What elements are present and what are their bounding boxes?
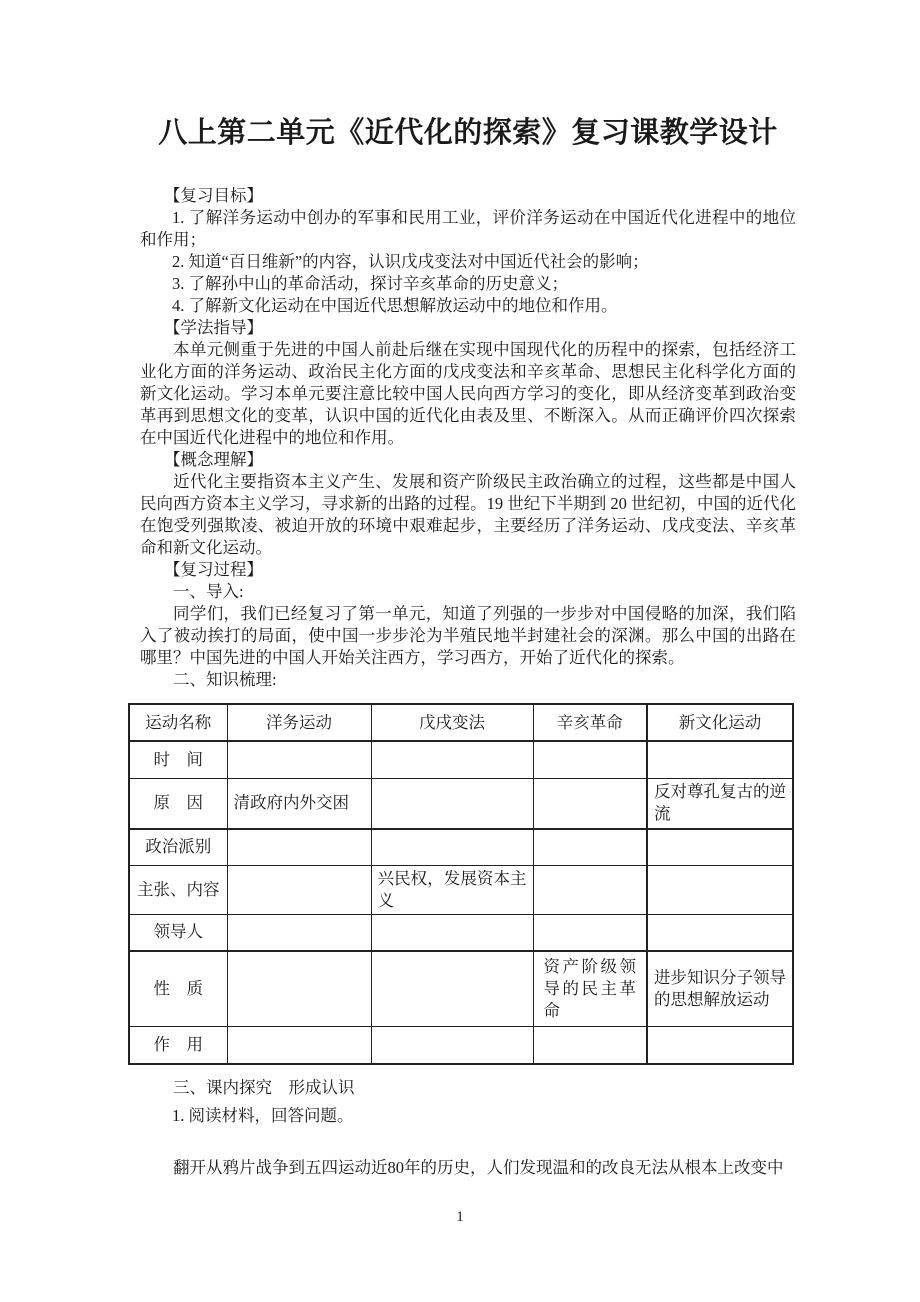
table-cell (371, 951, 533, 1026)
table-cell (533, 865, 647, 914)
row-label: 领导人 (129, 914, 227, 951)
table-row-time (129, 741, 793, 778)
row-label: 性 质 (129, 951, 227, 1026)
goal-item-3: 3. 了解孙中山的革命活动，探讨辛亥革命的历史意义； (172, 274, 568, 293)
table-cell (227, 829, 371, 865)
heading-concept: 【概念理解】 (164, 450, 263, 469)
table-cell: 资产阶级领导的民主革命 (533, 951, 647, 1026)
table-row-claims (129, 865, 793, 914)
table-cell: 进步知识分子领导的思想解放运动 (647, 951, 793, 1026)
table-cell (533, 829, 647, 865)
page-title: 八上第二单元《近代化的探索》复习课教学设计 (158, 117, 778, 149)
table-cell: 清政府内外交困 (227, 778, 371, 829)
heading-review-goals: 【复习目标】 (164, 186, 263, 205)
table-cell (227, 1026, 371, 1064)
table-cell: 兴民权，发展资本主义 (371, 865, 533, 914)
paragraph-study-guidance: 本单元侧重于先进的中国人前赴后继在实现中国现代化的历程中的探索，包括经济工业化方面的洋务运动、政治民主化方面的戊戌变法和辛亥革命、思想民主化科学化方面的新文化运动。学习本单元要注意比较中国人民向西方学习的变化，即从经济变革到政治变革再到思想文化的变革，认识中国的近代化由表及里、不断深入。从而正确评价四次探索在中国近代化进程中的地位和作用。 (140, 340, 796, 447)
heading-study-guidance: 【学法指导】 (164, 318, 263, 337)
table-cell (647, 914, 793, 951)
knowledge-table (128, 703, 794, 1065)
paragraph-intro: 同学们，我们已经复习了第一单元，知道了列强的一步步对中国侵略的加深，我们陷入了被动挨打的局面，使中国一步步沦为半殖民地半封建社会的深渊。那么中国的出路在哪里？中国先进的中国人开始关注西方，学习西方，开始了近代化的探索。 (140, 604, 796, 667)
table-cell (647, 741, 793, 778)
table-header-xinhai: 辛亥革命 (533, 704, 647, 741)
table-row-cause (129, 778, 793, 829)
table-row-nature (129, 951, 793, 1026)
table-cell (227, 914, 371, 951)
table-row-faction (129, 829, 793, 865)
table-cell (647, 865, 793, 914)
subsection-explore: 三、课内探究 形成认识 (173, 1078, 355, 1097)
row-label: 时 间 (129, 741, 227, 778)
table-header-xinwenhua: 新文化运动 (647, 704, 793, 741)
table-cell (371, 829, 533, 865)
page-number: 1 (456, 1209, 464, 1225)
table-cell (371, 1026, 533, 1064)
table-header-movement-name: 运动名称 (129, 704, 227, 741)
table-cell (647, 829, 793, 865)
row-label: 原 因 (129, 778, 227, 829)
goal-item-1: 1. 了解洋务运动中创办的军事和民用工业，评价洋务运动在中国近代化进程中的地位和作用； (140, 208, 796, 249)
table-cell (533, 1026, 647, 1064)
table-header-yangwu: 洋务运动 (227, 704, 371, 741)
item-read-material: 1. 阅读材料，回答问题。 (172, 1106, 354, 1125)
table-cell (227, 865, 371, 914)
table-row-effect (129, 1026, 793, 1064)
row-label: 作 用 (129, 1026, 227, 1064)
heading-review-process: 【复习过程】 (164, 560, 263, 579)
document-content (137, 0, 796, 1179)
table-cell: 反对尊孔复古的逆流 (647, 778, 793, 829)
table-cell (533, 741, 647, 778)
row-label: 政治派别 (129, 829, 227, 865)
table-cell (371, 778, 533, 829)
table-header-row (129, 704, 793, 741)
table-cell (227, 741, 371, 778)
table-cell (533, 778, 647, 829)
table-cell (647, 1026, 793, 1064)
paragraph-concept: 近代化主要指资本主义产生、发展和资产阶级民主政治确立的过程，这些都是中国人民向西方资本主义学习，寻求新的出路的过程。19 世纪下半期到 20 世纪初，中国的近代化在饱受列强欺凌、被迫开放的环境中艰难起步，主要经历了洋务运动、戊戌变法、辛亥革命和新文化运动。 (140, 472, 796, 557)
table-cell (371, 741, 533, 778)
row-label: 主张、内容 (129, 865, 227, 914)
subsection-intro: 一、导入: (173, 582, 244, 601)
table-row-leaders (129, 914, 793, 951)
table-cell (227, 951, 371, 1026)
goal-item-2: 2. 知道“百日维新”的内容，认识戊戌变法对中国近代社会的影响； (172, 252, 649, 271)
table-header-wuxu: 戊戌变法 (371, 704, 533, 741)
subsection-knowledge: 二、知识梳理: (173, 670, 277, 689)
goal-item-4: 4. 了解新文化运动在中国近代思想解放运动中的地位和作用。 (172, 296, 618, 315)
table-cell (371, 914, 533, 951)
table-cell (533, 914, 647, 951)
paragraph-material: 翻开从鸦片战争到五四运动近80年的历史，人们发现温和的改良无法从根本上改变中 (173, 1158, 784, 1177)
